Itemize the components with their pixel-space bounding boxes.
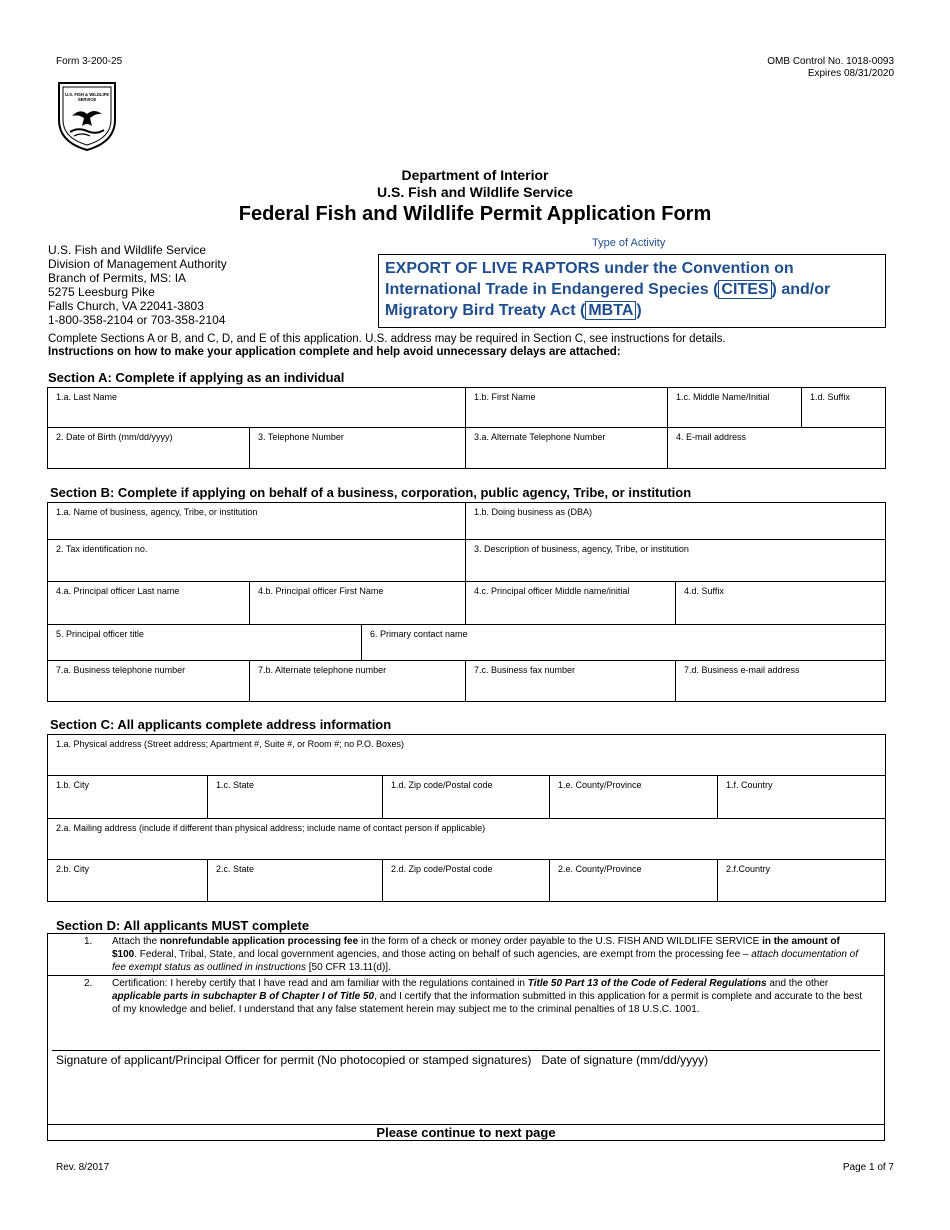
zip-field[interactable] xyxy=(383,776,550,819)
field-label: 4.d. Suffix xyxy=(684,586,724,596)
section-d-title: Section D: All applicants MUST complete xyxy=(56,918,310,933)
field-label: 2. Tax identification no. xyxy=(56,544,148,554)
cert-parts: applicable parts in subchapter B of Chapter I of Title 50 xyxy=(112,991,375,1002)
signature-line xyxy=(52,1050,880,1051)
form-title: Federal Fish and Wildlife Permit Application Form xyxy=(238,203,712,225)
activity-label: Type of Activity xyxy=(592,237,666,249)
signature-label xyxy=(56,1053,708,1067)
address-line: 5275 Leesburg Pike xyxy=(48,285,155,299)
section-c-title: Section C: All applicants complete address information xyxy=(50,717,392,732)
mailing-country-field[interactable] xyxy=(718,860,886,902)
continue-note: Please continue to next page xyxy=(376,1125,556,1140)
field-label: 1.b. Doing business as (DBA) xyxy=(474,507,593,517)
officer-middle-name-field[interactable] xyxy=(466,582,676,625)
item-number: 2. xyxy=(84,978,93,989)
mailing-state-field[interactable] xyxy=(208,860,383,902)
first-name-field[interactable] xyxy=(466,388,668,428)
address-line: Branch of Permits, MS: IA xyxy=(48,271,187,285)
fee-text: in the form of a check or money order payable to the U.S. FISH AND WILDLIFE SERVICE xyxy=(358,936,763,947)
telephone-field[interactable] xyxy=(250,428,466,469)
field-label: 1.c. Middle Name/Initial xyxy=(676,392,770,402)
field-label: 3. Description of business, agency, Tribe, or institution xyxy=(474,544,689,554)
cert-regulation: Title 50 Part 13 of the Code of Federal Regulations xyxy=(527,978,767,989)
field-label: 2. Date of Birth (mm/dd/yyyy) xyxy=(56,432,173,442)
signature-date-caption: Date of signature (mm/dd/yyyy) xyxy=(541,1053,709,1067)
physical-address-field[interactable] xyxy=(48,735,886,776)
field-label: 1.b. City xyxy=(56,780,90,790)
mbta-abbr: MBTA xyxy=(585,301,636,320)
field-label: 2.c. State xyxy=(216,864,255,874)
country-field[interactable] xyxy=(718,776,886,819)
field-label: 7.b. Alternate telephone number xyxy=(258,665,387,675)
field-label: 1.c. State xyxy=(216,780,255,790)
fee-amount: in the amount of $100 xyxy=(112,936,840,960)
middle-name-field[interactable] xyxy=(668,388,802,428)
field-label: 1.a. Physical address (Street address; Apartment #, Suite #, or Room #; no P.O. Boxes) xyxy=(56,739,405,749)
business-alt-phone-field[interactable] xyxy=(250,661,466,702)
section-b-table xyxy=(47,502,886,702)
suffix-field[interactable] xyxy=(802,388,886,428)
signature-field[interactable] xyxy=(52,1070,880,1122)
field-label: 2.e. County/Province xyxy=(558,864,642,874)
item-number: 1. xyxy=(84,936,93,947)
officer-last-name-field[interactable] xyxy=(48,582,250,625)
service-name: U.S. Fish and Wildlife Service xyxy=(377,184,573,200)
field-label: 4. E-mail address xyxy=(676,432,747,442)
svg-text:U.S. FISH & WILDLIFE: U.S. FISH & WILDLIFE xyxy=(65,92,109,97)
field-label: 2.a. Mailing address (include if different than physical address; include name of contact person if applicable) xyxy=(56,823,486,833)
business-phone-field[interactable] xyxy=(48,661,250,702)
omb-control-number: OMB Control No. 1018-0093 xyxy=(767,56,894,67)
mailing-zip-field[interactable] xyxy=(383,860,550,902)
omb-control xyxy=(767,56,894,80)
section-c-table xyxy=(47,734,886,902)
mailing-address xyxy=(48,243,227,327)
tax-id-field[interactable] xyxy=(48,540,466,582)
county-field[interactable] xyxy=(550,776,718,819)
instructions-text: Complete Sections A or B, and C, D, and E of this application. U.S. address may be required in Section C, see instructions for details. xyxy=(48,333,726,345)
field-label: 2.d. Zip code/Postal code xyxy=(391,864,493,874)
activity-box xyxy=(378,254,886,328)
fee-statement xyxy=(112,935,864,974)
fee-text: [50 CFR 13.11(d)]. xyxy=(306,962,391,973)
field-label: 7.d. Business e-mail address xyxy=(684,665,800,675)
field-label: 4.b. Principal officer First Name xyxy=(258,586,384,596)
field-label: 1.d. Suffix xyxy=(810,392,850,402)
form-number: Form 3-200-25 xyxy=(56,56,123,67)
officer-title-field[interactable] xyxy=(48,625,362,661)
field-label: 3. Telephone Number xyxy=(258,432,344,442)
cert-text: and the other xyxy=(766,978,829,989)
officer-suffix-field[interactable] xyxy=(676,582,886,625)
last-name-field[interactable] xyxy=(48,388,466,428)
fee-bold: nonrefundable application processing fee xyxy=(159,936,359,947)
svg-text:SERVICE: SERVICE xyxy=(77,97,97,102)
alt-telephone-field[interactable] xyxy=(466,428,668,469)
address-line: Division of Management Authority xyxy=(48,257,227,271)
field-label: 1.f. Country xyxy=(726,780,773,790)
field-label: 7.c. Business fax number xyxy=(474,665,576,675)
business-fax-field[interactable] xyxy=(466,661,676,702)
usfws-logo-icon xyxy=(56,80,118,152)
field-label: 2.b. City xyxy=(56,864,90,874)
field-label: 1.e. County/Province xyxy=(558,780,642,790)
officer-first-name-field[interactable] xyxy=(250,582,466,625)
page-number: Page 1 of 7 xyxy=(842,1162,894,1173)
business-description-field[interactable] xyxy=(466,540,886,582)
field-label: 5. Principal officer title xyxy=(56,629,144,639)
activity-text: ) xyxy=(636,302,642,319)
divider xyxy=(47,975,885,976)
email-field[interactable] xyxy=(668,428,886,469)
fee-exempt-note: attach documentation of fee exempt status as outlined in instructions xyxy=(112,949,859,973)
revision: Rev. 8/2017 xyxy=(56,1162,110,1173)
field-label: 1.b. First Name xyxy=(474,392,536,402)
field-label: 1.a. Name of business, agency, Tribe, or institution xyxy=(56,507,258,517)
field-label: 4.a. Principal officer Last name xyxy=(56,586,180,596)
cites-abbr: CITES xyxy=(718,280,771,299)
field-label: 4.c. Principal officer Middle name/initial xyxy=(474,586,630,596)
primary-contact-field[interactable] xyxy=(362,625,886,661)
header xyxy=(0,167,950,227)
section-a-table xyxy=(47,387,886,469)
mailing-county-field[interactable] xyxy=(550,860,718,902)
field-label: 2.f.Country xyxy=(726,864,771,874)
field-label: 1.d. Zip code/Postal code xyxy=(391,780,493,790)
cert-text: , and I certify that the information submitted in this application for a permit is complete and accurate to the best of my knowledge and belief. I understand that any false statement herein may subject me to the criminal penalties of 18 U.S.C. 1001. xyxy=(112,991,863,1015)
activity-text: EXPORT OF LIVE RAPTORS under the Convention on International Trade in Endangered Species ( xyxy=(385,260,794,298)
omb-expires: Expires 08/31/2020 xyxy=(807,68,894,79)
address-line: 1-800-358-2104 or 703-358-2104 xyxy=(48,313,226,327)
fee-text: . Federal, Tribal, State, and local government agencies, and those acting on behalf of such agencies, are exempt from the processing fee – xyxy=(134,949,752,960)
mailing-city-field[interactable] xyxy=(48,860,208,902)
field-label: 1.a. Last Name xyxy=(56,392,118,402)
address-line: U.S. Fish and Wildlife Service xyxy=(48,243,207,257)
cert-text: Certification: I hereby certify that I have read and am familiar with the regulations contained in xyxy=(112,978,528,989)
instructions xyxy=(48,333,768,359)
department: Department of Interior xyxy=(401,167,549,183)
dba-field[interactable] xyxy=(466,503,886,540)
mailing-address-field[interactable] xyxy=(48,819,886,860)
field-label: 6. Primary contact name xyxy=(370,629,468,639)
business-email-field[interactable] xyxy=(676,661,886,702)
business-name-field[interactable] xyxy=(48,503,466,540)
address-line: Falls Church, VA 22041-3803 xyxy=(48,299,204,313)
certification-statement xyxy=(112,977,864,1016)
field-label: 3.a. Alternate Telephone Number xyxy=(474,432,606,442)
instructions-bold: Instructions on how to make your application complete and help avoid unnecessary delays are attached: xyxy=(48,346,621,358)
dob-field[interactable] xyxy=(48,428,250,469)
section-a-title: Section A: Complete if applying as an individual xyxy=(48,370,345,385)
signature-caption: Signature of applicant/Principal Officer for permit (No photocopied or stamped signatures) xyxy=(56,1053,532,1067)
state-field[interactable] xyxy=(208,776,383,819)
activity-text: ) and/or Migratory Bird Treaty Act ( xyxy=(385,281,831,319)
section-b-title: Section B: Complete if applying on behalf of a business, corporation, public agency, Tribe, or institution xyxy=(50,485,692,500)
city-field[interactable] xyxy=(48,776,208,819)
field-label: 7.a. Business telephone number xyxy=(56,665,186,675)
fee-text: Attach the xyxy=(112,936,160,947)
